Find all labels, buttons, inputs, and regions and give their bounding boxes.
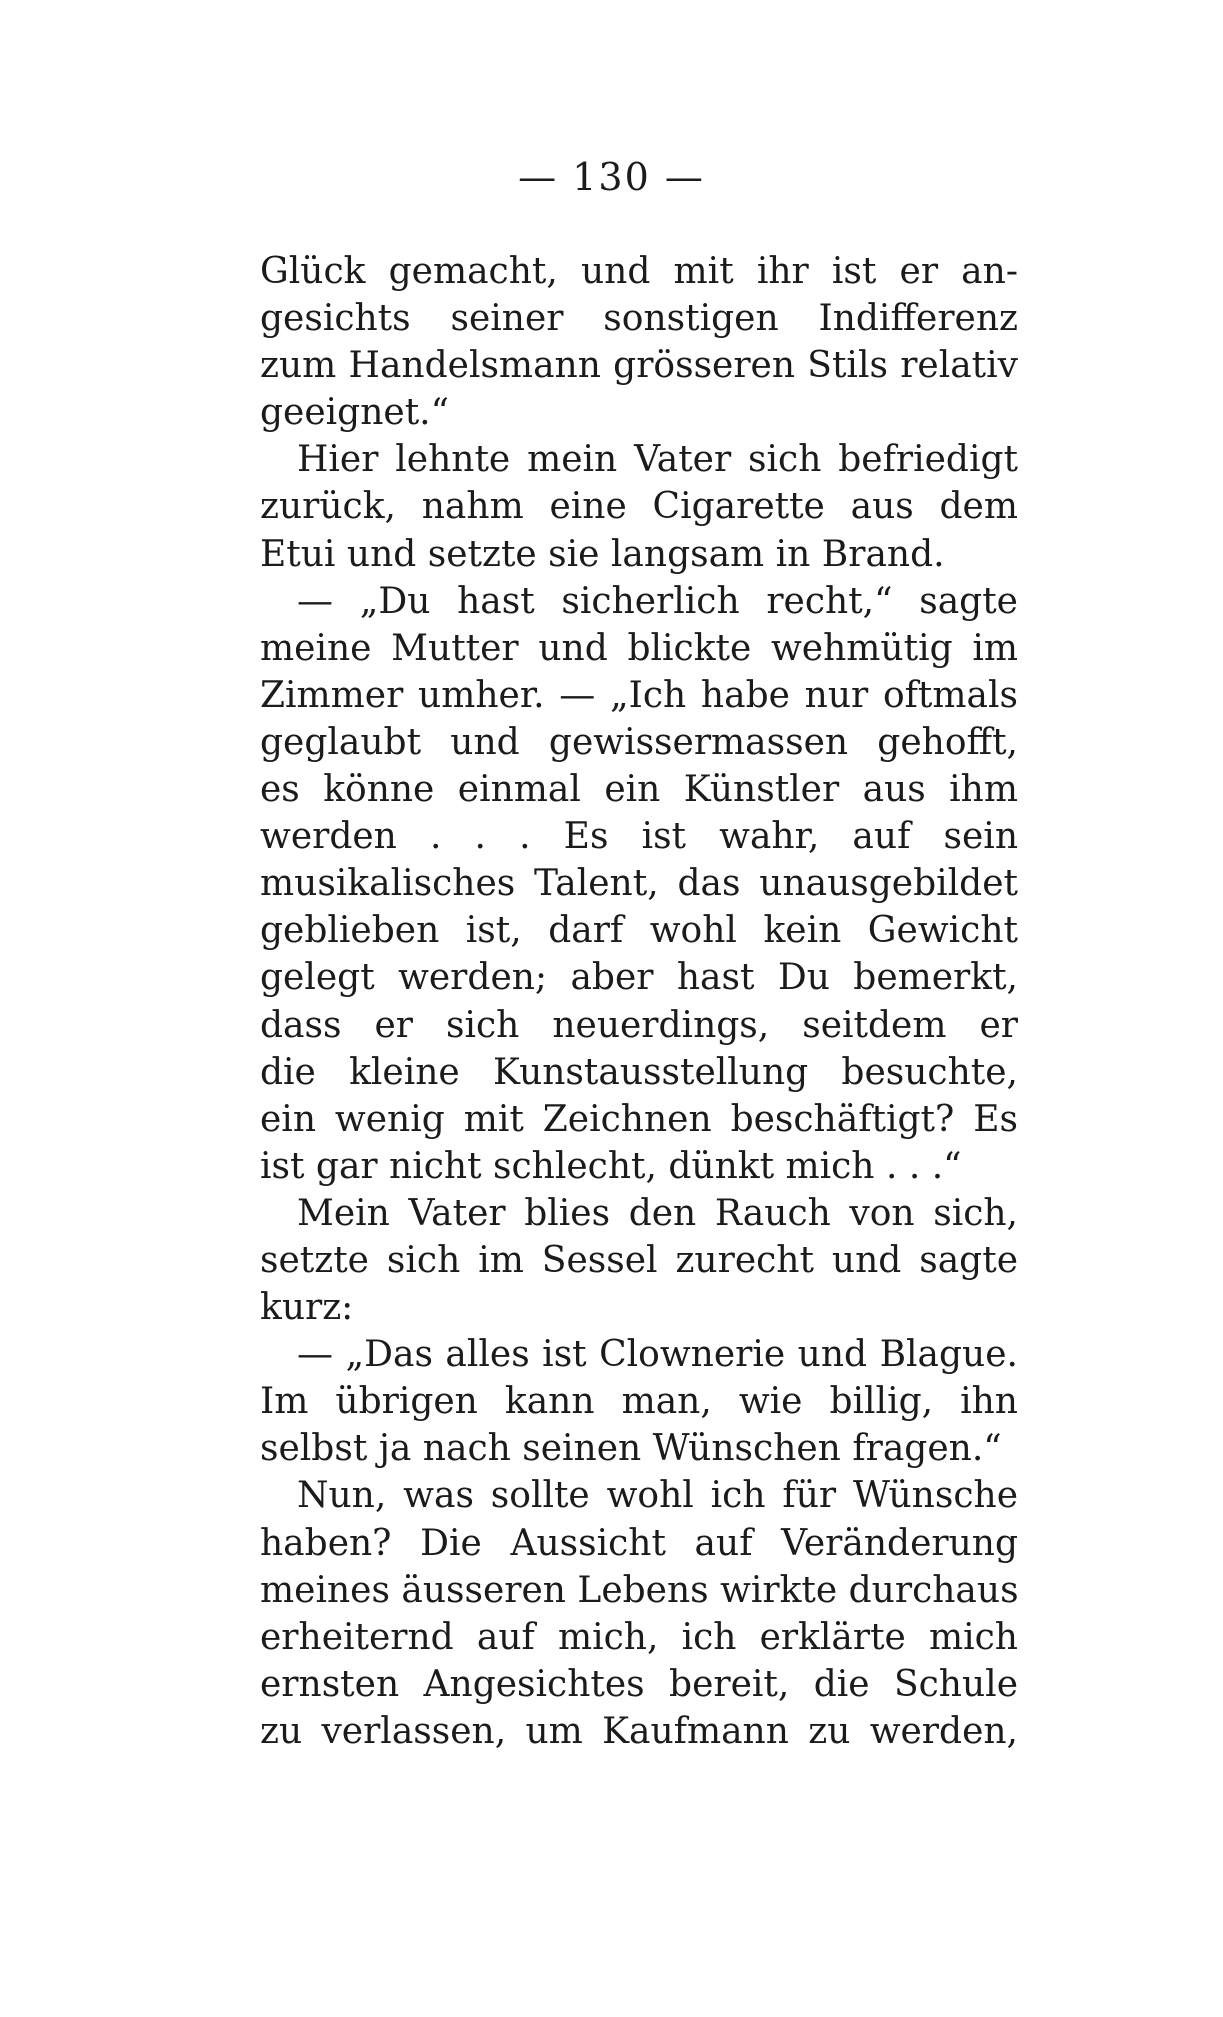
text-line: meine Mutter und blickte wehmütig im xyxy=(260,627,1018,669)
text-line: Im übrigen kann man, wie billig, ihn xyxy=(260,1381,1018,1423)
text-line: gesichts seiner sonstigen Indifferenz xyxy=(260,298,1018,340)
page-number: — 130 — xyxy=(518,155,705,199)
text-line: Glück gemacht, und mit ihr ist er an- xyxy=(260,251,1018,292)
body-text xyxy=(260,248,1018,1755)
text-line: — „Das alles ist Clownerie und Blague. xyxy=(297,1334,1018,1376)
text-line: Hier lehnte mein Vater sich befriedigt xyxy=(297,439,1018,481)
text-line: zu verlassen, um Kaufmann zu werden, xyxy=(260,1710,1018,1752)
text-line: Zimmer umher. — „Ich habe nur oftmals xyxy=(260,674,1018,716)
text-line: zurück, nahm eine Cigarette aus dem xyxy=(260,486,1018,528)
text-line: setzte sich im Sessel zurecht und sagte xyxy=(260,1239,1018,1281)
text-line: haben? Die Aussicht auf Veränderung xyxy=(260,1522,1018,1564)
text-line: meines äusseren Lebens wirkte durchaus xyxy=(260,1569,1019,1611)
text-line: Nun, was sollte wohl ich für Wünsche xyxy=(297,1475,1018,1517)
text-line: geglaubt und gewissermassen gehofft, xyxy=(260,721,1018,763)
text-line: musikalisches Talent, das unausgebildet xyxy=(260,863,1018,905)
text-line: zum Handelsmann grösseren Stils relativ xyxy=(260,345,1018,387)
text-line: werden . . . Es ist wahr, auf sein xyxy=(260,816,1018,858)
text-line: ernsten Angesichtes bereit, die Schule xyxy=(260,1663,1018,1705)
text-line: die kleine Kunstausstellung besuchte, xyxy=(260,1051,1018,1093)
text-line: Mein Vater blies den Rauch von sich, xyxy=(297,1192,1018,1234)
text-line: selbst ja nach seinen Wünschen fragen.“ xyxy=(260,1428,1002,1470)
text-line: kurz: xyxy=(260,1287,354,1329)
text-line: geblieben ist, darf wohl kein Gewicht xyxy=(260,910,1018,952)
text-line: ist gar nicht schlecht, dünkt mich . . .“ xyxy=(260,1145,962,1187)
text-line: dass er sich neuerdings, seitdem er xyxy=(260,1004,1018,1046)
text-line: erheiternd auf mich, ich erklärte mich xyxy=(260,1616,1018,1658)
text-line: — „Du hast sicherlich recht,“ sagte xyxy=(297,580,1018,622)
text-line: Etui und setzte sie langsam in Brand. xyxy=(260,533,945,575)
text-line: geeignet.“ xyxy=(260,392,450,434)
text-line: gelegt werden; aber hast Du bemerkt, xyxy=(260,957,1018,999)
text-line: es könne einmal ein Künstler aus ihm xyxy=(260,769,1018,811)
text-line: ein wenig mit Zeichnen beschäftigt? Es xyxy=(260,1098,1018,1140)
